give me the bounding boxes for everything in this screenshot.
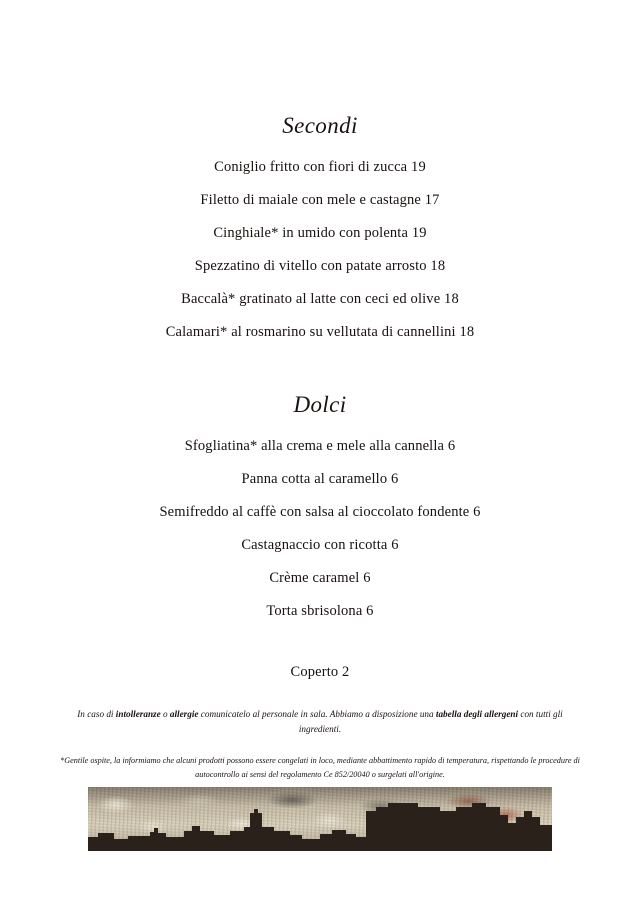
frozen-products-notice: *Gentile ospite, la informiamo che alcuni prodotti possono essere congelati in loco, mediante abbattimento rapido di temperatura, rispettando le procedure di autocontrollo ai sensi del regolamento Ce 852/20040 o surgelati all'origine. (60, 756, 580, 780)
menu-item: Semifreddo al caffè con salsa al cioccolato fondente 6 (159, 504, 481, 520)
section-heading-dolci: Dolci (293, 392, 347, 417)
menu-item: Castagnaccio con ricotta 6 (241, 537, 399, 553)
menu-item: Baccalà* gratinato al latte con ceci ed olive 18 (181, 291, 459, 307)
cover-charge: Coperto 2 (290, 664, 350, 680)
allergen-bold-allergie: allergie (169, 709, 199, 719)
allergen-text-part4: con tutti gli ingredienti. (298, 709, 563, 735)
menu-item: Filetto di maiale con mele e castagne 17 (200, 192, 440, 208)
stone-silhouette-layer (88, 787, 552, 851)
menu-item: Calamari* al rosmarino su vellutata di cannellini 18 (165, 324, 475, 340)
menu-item: Panna cotta al caramello 6 (241, 471, 399, 487)
menu-item: Crème caramel 6 (269, 570, 371, 586)
allergen-text-part2: o (160, 709, 170, 719)
stone-wall-photo (88, 787, 552, 851)
allergen-text-part1: In caso di (77, 709, 116, 719)
menu-item: Torta sbrisolona 6 (266, 603, 374, 619)
allergen-bold-tabella: tabella degli allergeni (435, 709, 519, 719)
menu-item: Coniglio fritto con fiori di zucca 19 (214, 159, 426, 175)
menu-item: Sfogliatina* alla crema e mele alla cannella 6 (184, 438, 456, 454)
menu-list-dolci (0, 439, 640, 637)
allergen-bold-intolleranze: intolleranze (115, 709, 161, 719)
section-heading-secondi: Secondi (282, 113, 358, 138)
menu-item: Cinghiale* in umido con polenta 19 (213, 225, 427, 241)
menu-list-secondi (0, 160, 640, 358)
menu-item: Spezzatino di vitello con patate arrosto 18 (194, 258, 446, 274)
allergen-notice (58, 707, 582, 737)
allergen-text-part3: comunicatelo al personale in sala. Abbiamo a disposizione una (198, 709, 436, 719)
